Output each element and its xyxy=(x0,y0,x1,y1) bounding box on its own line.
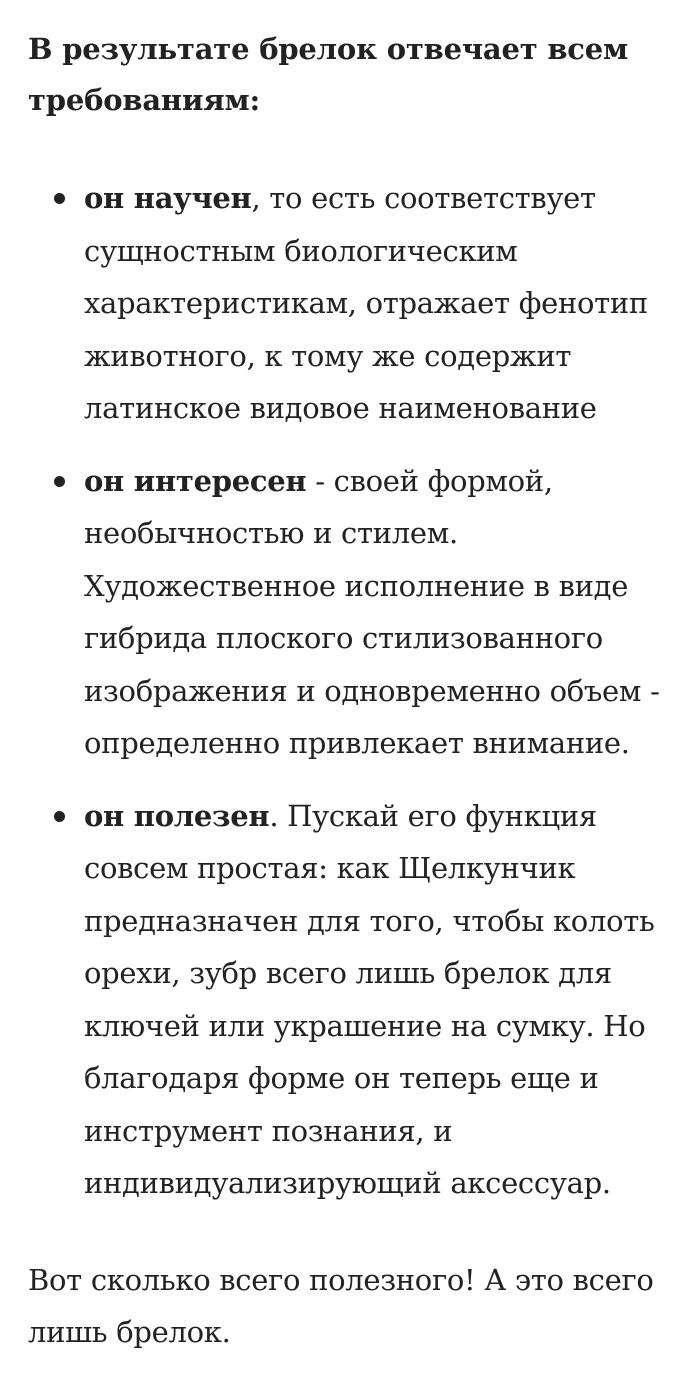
item-term: он научен xyxy=(84,181,252,215)
list-item-interesting xyxy=(28,455,682,770)
list-item-useful xyxy=(28,790,682,1210)
item-term: он полезен xyxy=(84,798,270,833)
bullet-icon xyxy=(54,193,65,204)
item-text: , то есть соответствует сущностным биологическим характеристикам, отражает фенотип животного, к тому же содержит латинское видовое наименование xyxy=(84,181,648,425)
intro-heading: В результате брелок отвечает всем требованиям: xyxy=(28,32,629,117)
item-text: - своей формой, необычностью и стилем. Художественное исполнение в виде гибрида плоского стилизованного изображения и одновременно объем - определенно привлекает внимание. xyxy=(84,463,660,760)
list-item-scientific xyxy=(28,172,682,435)
requirements-list xyxy=(28,172,682,1210)
closing-paragraph: Вот сколько всего полезного! А это всего лишь брелок. xyxy=(28,1262,654,1349)
bullet-icon xyxy=(54,811,65,822)
item-text: . Пускай его функция совсем простая: как Щелкунчик предназначен для того, чтобы колоть орехи, зубр всего лишь брелок для ключей или украшение на сумку. Но благодаря форме он теперь еще и инструмент познания, и индивидуализирующий аксессуар. xyxy=(84,798,655,1200)
item-term: он интересен xyxy=(84,463,307,498)
bullet-icon xyxy=(54,476,65,487)
